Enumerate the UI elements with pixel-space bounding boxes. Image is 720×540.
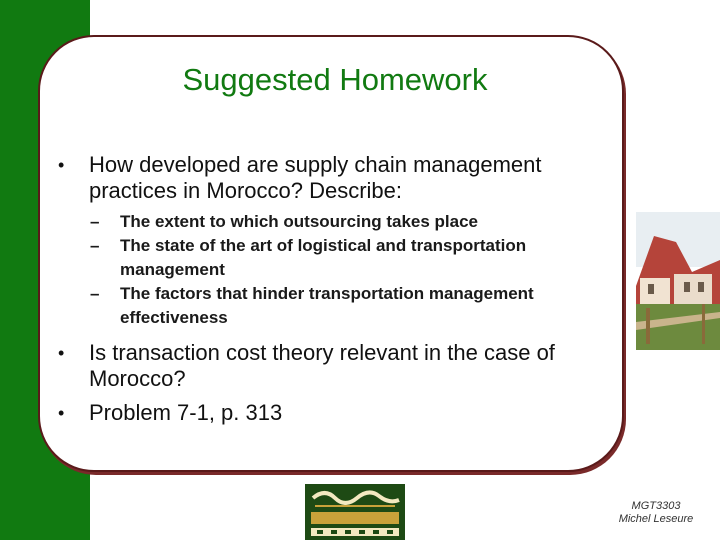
course-code: MGT3303	[631, 500, 681, 512]
bullet-text: Is transaction cost theory relevant in the case of Morocco?	[89, 340, 555, 391]
sub-item	[90, 210, 618, 234]
bullet-list	[58, 152, 618, 426]
bullet-item	[58, 400, 618, 426]
bullet-dot: •	[58, 403, 65, 423]
sub-item-text: The factors that hinder transportation management effectiveness	[120, 284, 534, 327]
sub-item	[90, 282, 618, 330]
university-logo	[305, 484, 405, 540]
bullet-item	[58, 340, 618, 392]
sub-dash: –	[90, 236, 100, 255]
bullet-dot: •	[58, 155, 65, 175]
university-logo-emblem	[305, 484, 405, 540]
bullet-text: How developed are supply chain management practices in Morocco? Describe:	[89, 152, 542, 203]
bullet-item	[58, 152, 618, 204]
slide-title: Suggested Homework	[182, 62, 488, 97]
sub-item-text: The extent to which outsourcing takes place	[120, 212, 479, 231]
author-name: Michel Leseure	[618, 513, 694, 525]
sub-dash: –	[90, 212, 100, 231]
bullet-dot: •	[58, 343, 65, 363]
footer-credit	[600, 500, 712, 526]
bullet-text: Problem 7-1, p. 313	[89, 400, 283, 425]
sub-item-text: The state of the art of logistical and transportation management	[120, 236, 527, 279]
sub-dash: –	[90, 284, 100, 303]
campus-photo	[636, 212, 720, 350]
campus-photo-illustration	[636, 212, 720, 350]
sub-item	[90, 234, 618, 282]
